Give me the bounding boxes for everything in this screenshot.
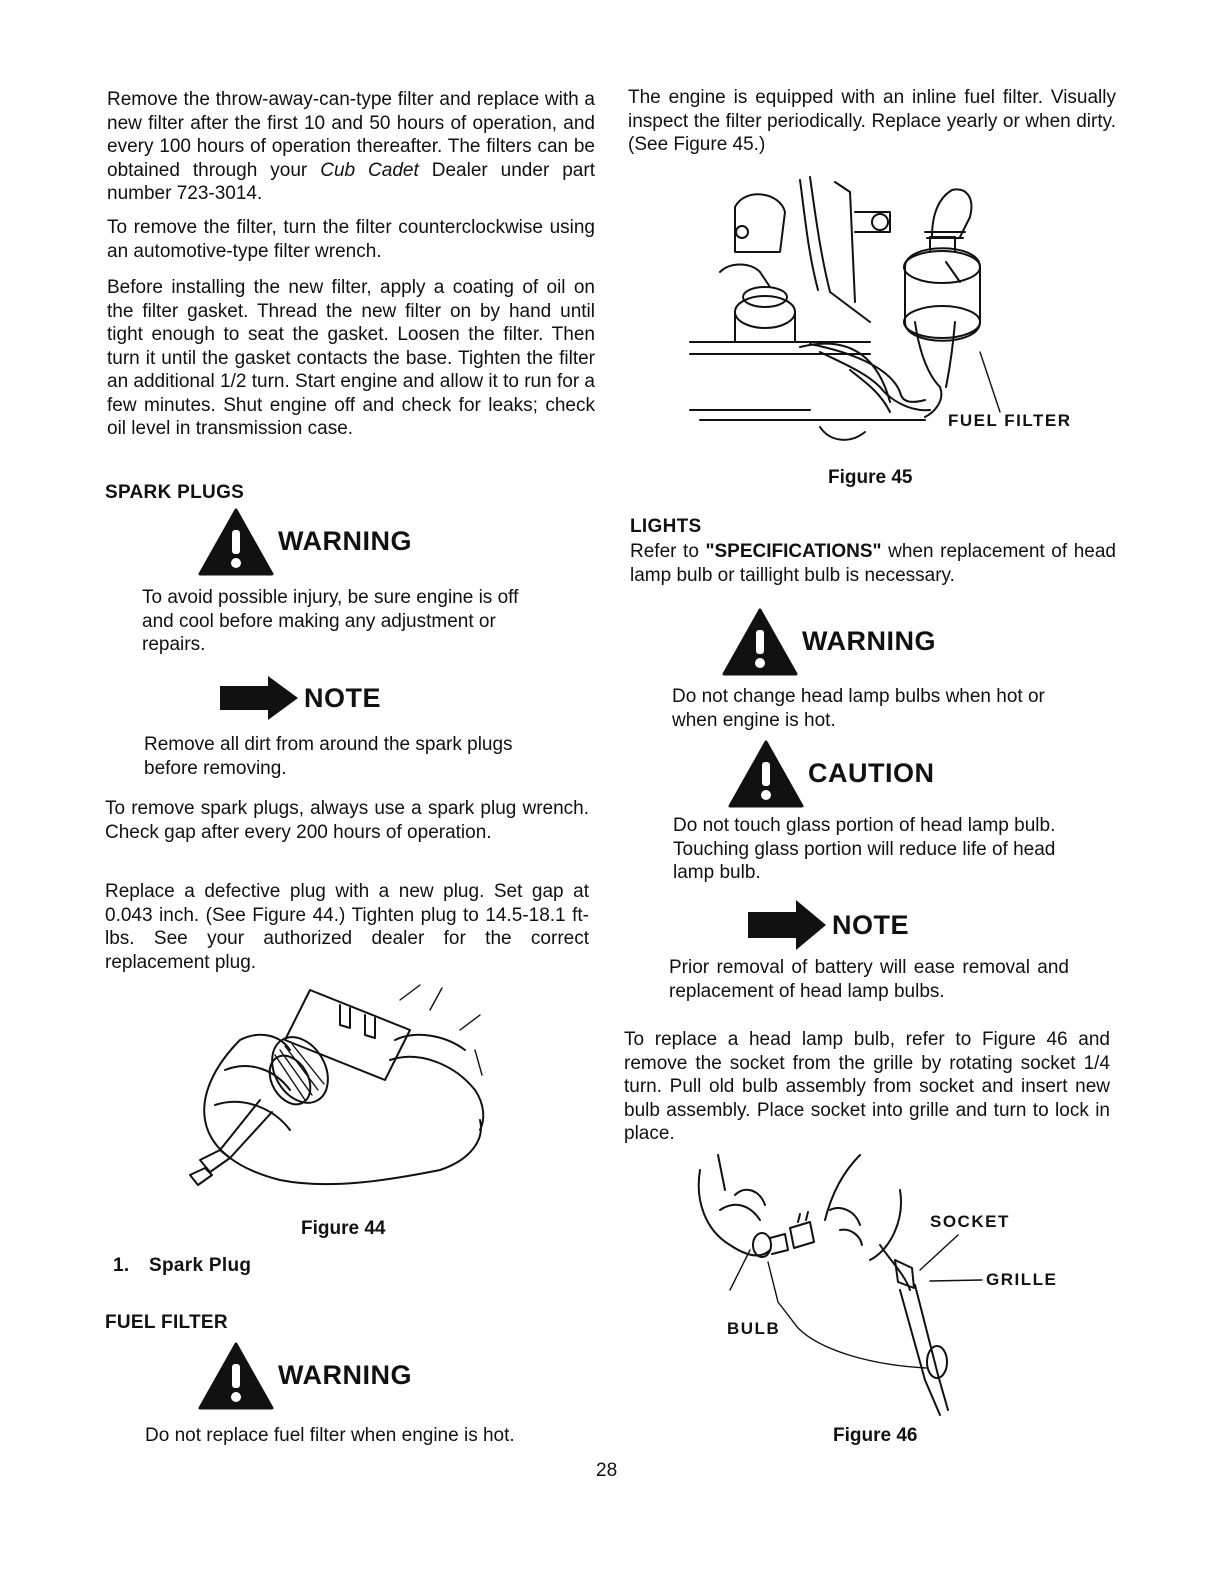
filter-replacement-paragraph	[107, 88, 595, 206]
spark-note-signal	[220, 676, 381, 720]
lights-note-text: Prior removal of battery will ease removal and replacement of head lamp bulbs.	[669, 957, 1069, 1002]
warning-triangle-icon	[198, 1340, 274, 1410]
filter-install-paragraph: Before installing the new filter, apply a coating of oil on the filter gasket. Thread the new filter on by hand until tight enough to seat the gasket. Loosen the filter. Then turn it until the gasket contacts the base. Tighten the filter an additional 1/2 turn. Start engine and allow it to run for a few minutes. Shut engine off and check for leaks; check oil level in transmission case.	[107, 277, 595, 439]
figure-46-head-lamp-illustration	[690, 1150, 970, 1420]
lights-warning-signal	[722, 606, 936, 676]
figure-44-legend	[113, 1255, 251, 1277]
figure-44-spark-plug-illustration	[180, 980, 500, 1200]
figure-45-fuel-filter-illustration	[690, 172, 1010, 452]
page-number: 28	[596, 1460, 618, 1481]
caution-text: Do not touch glass portion of head lamp bulb. Touching glass portion will reduce life of head lamp bulb.	[673, 815, 1056, 883]
lights-warning-text: Do not change head lamp bulbs when hot or when engine is hot.	[672, 686, 1045, 731]
lights-paragraph	[630, 540, 1116, 587]
figure-44-caption: Figure 44	[301, 1218, 386, 1239]
note-arrow-icon	[748, 900, 826, 950]
specifications-reference: "SPECIFICATIONS"	[705, 541, 882, 562]
figure-46-bulb-label: BULB	[727, 1319, 781, 1338]
note-label: NOTE	[832, 909, 910, 940]
caution-label: CAUTION	[808, 757, 935, 788]
figure-46-socket-label: SOCKET	[930, 1212, 1010, 1231]
replace-plug-paragraph: Replace a defective plug with a new plug. Set gap at 0.043 inch. (See Figure 44.) Tighten plug to 14.5-18.1 ft-lbs. See your authorized dealer for the correct replacement plug.	[105, 881, 589, 973]
fuel-warning-signal	[198, 1340, 412, 1410]
spark-note-text: Remove all dirt from around the spark plugs before removing.	[144, 734, 513, 779]
legend-text: Spark Plug	[149, 1255, 252, 1276]
filter-removal-paragraph: To remove the filter, turn the filter counterclockwise using an automotive-type filter wrench.	[107, 217, 595, 262]
spark-warning-text: To avoid possible injury, be sure engine is off and cool before making any adjustment or repairs.	[142, 587, 519, 655]
legend-number: 1.	[113, 1255, 130, 1276]
warning-label: WARNING	[278, 525, 412, 556]
filter-replacement-text: Remove the throw-away-can-type filter and replace with a new filter after the first 10 and 50 hours of operation, and every 100 hours of operation thereafter. The filters can be obtained through your	[107, 89, 595, 181]
brand-name: Cub Cadet	[320, 159, 419, 181]
lights-note-signal	[748, 900, 909, 950]
note-label: NOTE	[304, 682, 382, 713]
figure-46-grille-label: GRILLE	[986, 1270, 1058, 1289]
note-arrow-icon	[220, 676, 298, 720]
replace-bulb-paragraph: To replace a head lamp bulb, refer to Figure 46 and remove the socket from the grille by rotating socket 1/4 turn. Pull old bulb assembly from socket and insert new bulb assembly. Place socket into grille and turn to lock in place.	[624, 1029, 1110, 1144]
figure-46-caption: Figure 46	[833, 1425, 918, 1446]
lights-heading: LIGHTS	[630, 516, 702, 537]
warning-triangle-icon	[198, 506, 274, 576]
lights-text-end: when replacement of head lamp bulb or taillight bulb is necessary.	[630, 541, 1116, 586]
caution-triangle-icon	[728, 738, 804, 808]
lights-text-start: Refer to	[630, 541, 706, 562]
fuel-filter-heading: FUEL FILTER	[105, 1312, 228, 1333]
inline-filter-paragraph: The engine is equipped with an inline fuel filter. Visually inspect the filter periodically. Replace yearly or when dirty. (See Figure 45.)	[628, 87, 1116, 155]
warning-triangle-icon	[722, 606, 798, 676]
warning-label: WARNING	[278, 1359, 412, 1390]
spark-plugs-heading: SPARK PLUGS	[105, 482, 245, 503]
filter-replacement-text-end: Dealer under part number 723-3014.	[107, 159, 595, 204]
fuel-warning-text: Do not replace fuel filter when engine is hot.	[145, 1425, 515, 1446]
figure-45-caption: Figure 45	[828, 467, 913, 488]
warning-label: WARNING	[802, 625, 936, 656]
spark-warning-signal	[198, 506, 412, 576]
remove-plugs-paragraph: To remove spark plugs, always use a spark plug wrench. Check gap after every 200 hours of operation.	[105, 798, 589, 843]
caution-signal	[728, 738, 935, 808]
figure-45-fuel-filter-label: FUEL FILTER	[948, 411, 1072, 430]
